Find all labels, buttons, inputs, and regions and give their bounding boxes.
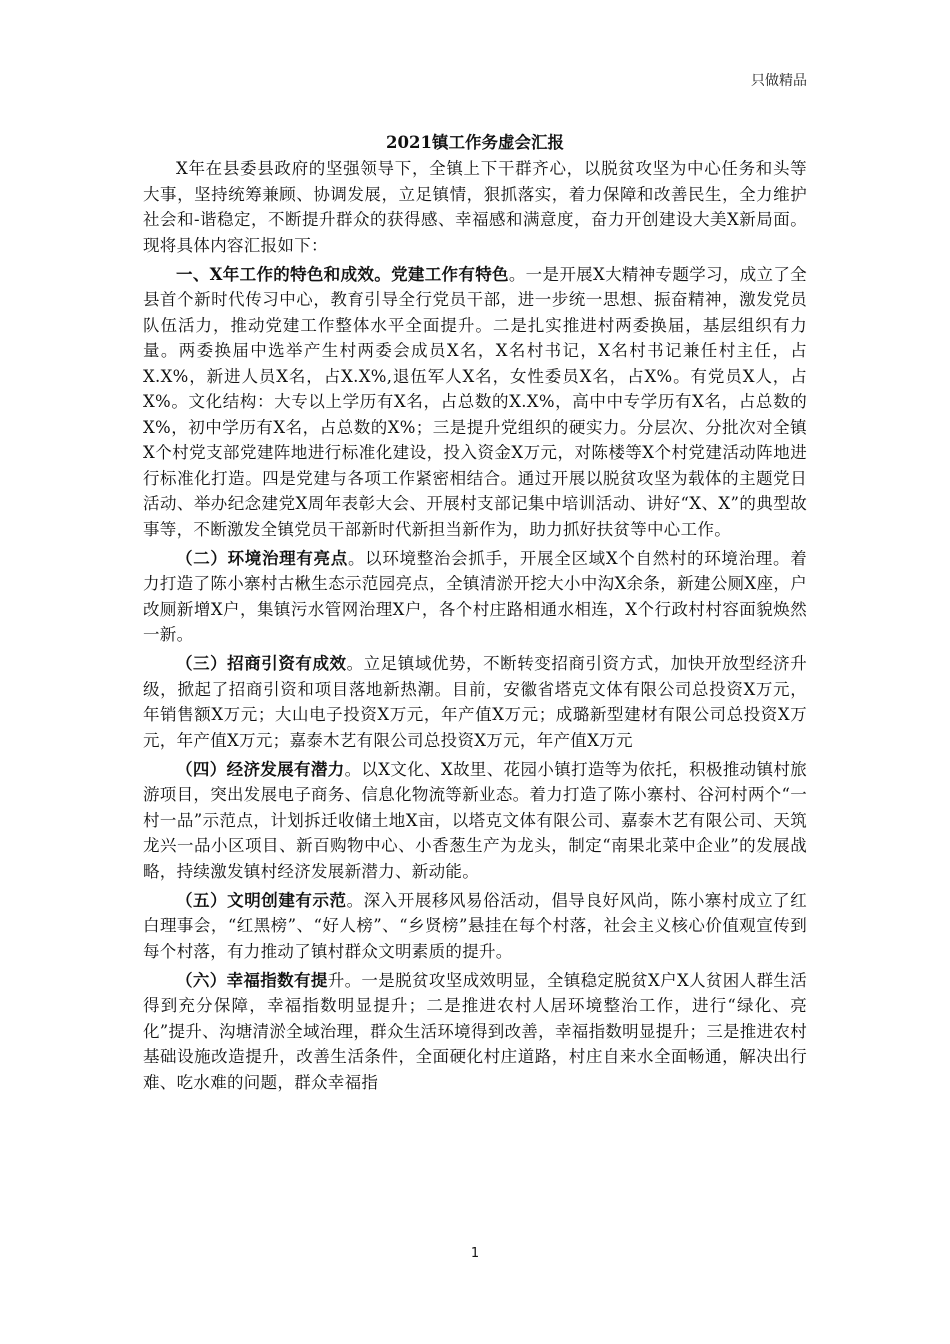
- paragraph-text: 升。一是脱贫攻坚成效明显，全镇稳定脱贫X户X人贫困人群生活得到充分保障，幸福指数明显提升；二是推进农村人居环境整治工作，进行“绿化、亮化”提升、沟塘清淤全域治理，群众生活环境得到改善，幸福指数明显提升；三是推进农村基础设施改造提升，改善生活条件，全面硬化村庄道路，村庄自来水全面畅通，解决出行难、吃水难的问题，群众幸福指: [143, 970, 807, 1092]
- header-tag: 只做精品: [751, 73, 807, 89]
- section-1-paragraph: [143, 262, 807, 543]
- paragraph-text: 。以环境整治会抓手，开展全区域X个自然村的环境治理。着力打造了陈小寨村古楸生态示范园亮点，全镇清淤开挖大小中沟X余条，新建公厕X座，户改厕新增X户，集镇污水管网治理X户，各个村庄路相通水相连，X个行政村村容面貌焕然一新。: [143, 548, 807, 644]
- section-heading: （六）幸福指数有提: [176, 970, 328, 990]
- page-number: 1: [470, 1246, 480, 1261]
- paragraph-text: 。以X文化、X故里、花园小镇打造等为依托，积极推动镇村旅游项目，突出发展电子商务、信息化物流等新业态。着力打造了陈小寨村、谷河村两个“一村一品”示范点，计划拆迁收储土地X亩，以塔克文体有限公司、嘉泰木艺有限公司、天筑龙兴一品小区项目、新百购物中心、小香葱生产为龙头，制定“南果北菜中企业”的发展战略，持续激发镇村经济发展新潜力、新动能。: [143, 759, 807, 881]
- section-heading: 一、X年工作的特色和成效。党建工作有特色: [176, 264, 509, 284]
- paragraph-text: X年在县委县政府的坚强领导下，全镇上下干群齐心，以脱贫攻坚为中心任务和头等大事，坚持统筹兼顾、协调发展，立足镇情，狠抓落实，着力保障和改善民生，全力维护社会和-谐稳定，不断提升群众的获得感、幸福感和满意度，奋力开创建设大美X新局面。现将具体内容汇报如下：: [143, 159, 807, 255]
- paragraph-text: 。深入开展移风易俗活动，倡导良好风尚，陈小寨村成立了红白理事会，“红黑榜”、“好人榜”、“乡贤榜”悬挂在每个村落，社会主义核心价值观宣传到每个村落，有力推动了镇村群众文明素质的提升。: [143, 890, 807, 961]
- section-5-paragraph: [143, 888, 807, 965]
- section-heading: （四）经济发展有潜力: [176, 759, 345, 779]
- document-body: [143, 130, 807, 1095]
- document-title: 2021镇工作务虚会汇报: [386, 133, 564, 152]
- paragraph-text: 。一是开展X大精神专题学习，成立了全县首个新时代传习中心，教育引导全行党员干部，进一步统一思想、振奋精神，激发党员队伍活力，推动党建工作整体水平全面提升。二是扎实推进村两委换届，基层组织有力量。两委换届中选举产生村两委会成员X名，X名村书记，X名村书记兼任村主任，占X.X%，新进人员X名，占X.X%,退伍军人X名，女性委员X名，占X%。有党员X人，占X%。文化结构：大专以上学历有X名，占总数的X.X%，高中中专学历有X名，占总数的X%，初中学历有X名，占总数的X%；三是提升党组织的硬实力。分层次、分批次对全镇X个村党支部党建阵地进行标准化建设，投入资金X万元，对陈楼等X个村党建活动阵地进行标准化打造。四是党建与各项工作紧密相结合。通过开展以脱贫攻坚为载体的主题党日活动、举办纪念建党X周年表彰大会、开展村支部记集中培训活动、讲好“X、X”的典型故事等，不断激发全镇党员干部新时代新担当新作为，助力抓好扶贫等中心工作。: [143, 264, 807, 539]
- paragraph-text: 。立足镇域优势，不断转变招商引资方式，加快开放型经济升级，掀起了招商引资和项目落地新热潮。目前，安徽省塔克文体有限公司总投资X万元，年销售额X万元；大山电子投资X万元，年产值X万元；成璐新型建材有限公司总投资X万元，年产值X万元；嘉泰木艺有限公司总投资X万元，年产值X万元: [143, 654, 807, 750]
- section-heading: （二）环境治理有亮点: [176, 548, 348, 568]
- section-6-paragraph: [143, 968, 807, 1096]
- section-heading: （三）招商引资有成效: [176, 654, 347, 673]
- section-2-paragraph: [143, 546, 807, 648]
- section-heading: （五）文明创建有示范: [176, 890, 347, 910]
- intro-paragraph: [143, 156, 807, 258]
- section-4-paragraph: [143, 757, 807, 885]
- section-3-paragraph: [143, 651, 807, 753]
